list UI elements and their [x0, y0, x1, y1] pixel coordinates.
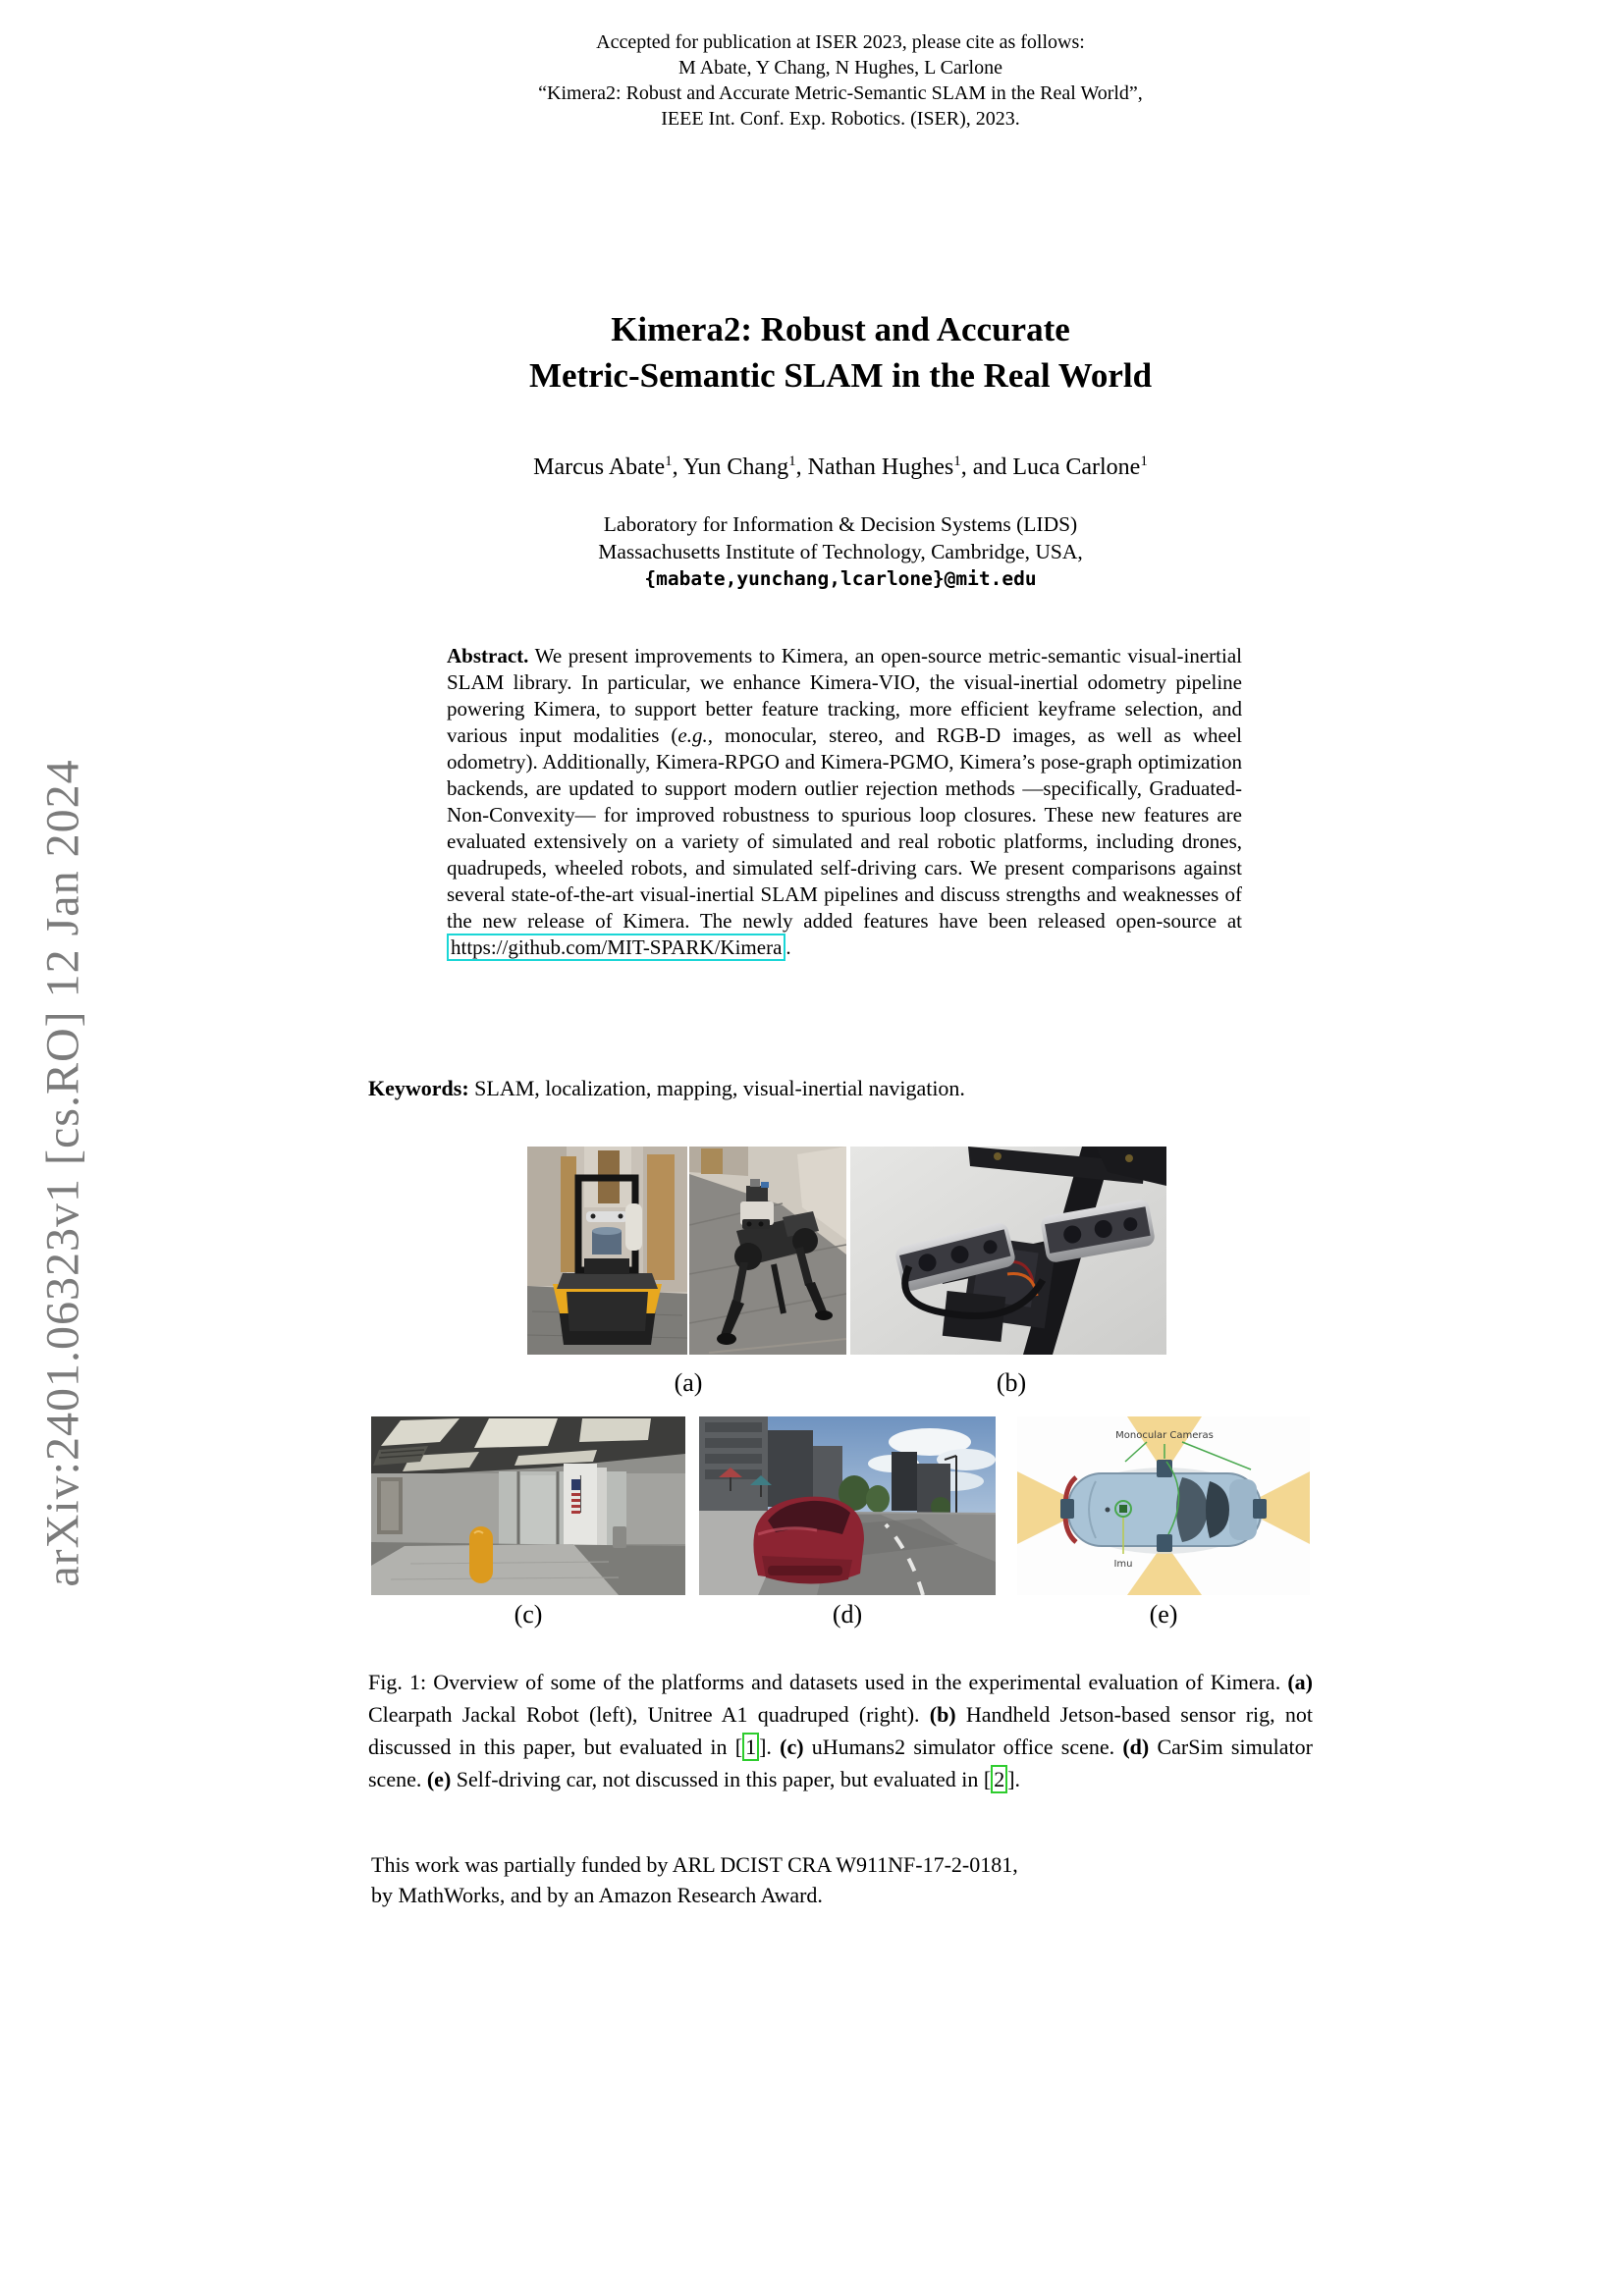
citation-1-link[interactable]: 1	[742, 1733, 759, 1761]
arxiv-watermark: arXiv:2401.06323v1 [cs.RO] 12 Jan 2024	[36, 759, 89, 1587]
affiliation-email: {mabate,yunchang,lcarlone}@mit.edu	[644, 567, 1037, 590]
citation-notice-line2: M Abate, Y Chang, N Hughes, L Carlone	[678, 57, 1002, 79]
quadruped-robot-photo	[689, 1147, 846, 1355]
monocular-camera-rear	[1253, 1499, 1267, 1519]
citation-notice-line3: “Kimera2: Robust and Accurate Metric-Semantic SLAM in the Real World”,	[538, 82, 1143, 104]
monocular-camera-top	[1157, 1460, 1172, 1477]
author-2-affmark: 1	[788, 454, 796, 469]
keywords	[368, 1076, 1313, 1101]
caption-b-label: (b)	[929, 1702, 956, 1727]
figure-label-b: (b)	[996, 1368, 1027, 1397]
affiliation-lab: Laboratory for Information & Decision Systems (LIDS)	[603, 512, 1078, 536]
figure-caption	[368, 1666, 1313, 1795]
author-2: Yun Chang	[682, 454, 789, 480]
jackal-robot-photo	[527, 1147, 687, 1355]
funding-footnote	[371, 1849, 1196, 1910]
author-1-affmark: 1	[665, 454, 673, 469]
abstract-label: Abstract.	[447, 644, 529, 667]
figure-label-d: (d)	[832, 1600, 863, 1629]
monocular-cameras-label: Monocular Cameras	[1115, 1430, 1214, 1441]
author-line	[368, 454, 1313, 481]
author-4-affmark: 1	[1140, 454, 1148, 469]
abstract	[447, 643, 1242, 961]
caption-d-label: (d)	[1122, 1735, 1150, 1759]
caption-b-text: Handheld Jetson-based sensor rig, not discussed in this paper, but evaluated in	[368, 1702, 1313, 1759]
caption-c-text: uHumans2 simulator office scene.	[803, 1735, 1123, 1759]
carsim-scene	[699, 1416, 996, 1595]
author-1: Marcus Abate	[533, 454, 666, 480]
keywords-label: Keywords:	[368, 1076, 469, 1100]
sensor-rig-photo	[850, 1147, 1166, 1355]
figure-label-a: (a)	[674, 1368, 703, 1397]
funding-footnote-line2: by MathWorks, and by an Amazon Research Award.	[371, 1883, 823, 1907]
monocular-camera-front	[1060, 1499, 1074, 1519]
caption-e-tail: .	[1014, 1767, 1021, 1791]
caption-b-tail: .	[766, 1735, 781, 1759]
human-placeholder-capsule	[469, 1526, 493, 1583]
caption-c-label: (c)	[780, 1735, 804, 1759]
citation-1[interactable]: [ 1 ]	[734, 1735, 767, 1759]
citation-notice-line1: Accepted for publication at ISER 2023, please cite as follows:	[596, 31, 1085, 53]
abstract-text-2: monocular, stereo, and RGB-D images, as well as wheel odometry). Additionally, Kimera-RPGO and Kimera-PGMO, Kimera’s pose-graph optimization backends, are updated to support modern outlier rejection methods —specifically, Graduated-Non-Convexity— for improved robustness to spurious loop closures. These new features are evaluated extensively on a variety of simulated and real robotic platforms, including drones, quadrupeds, wheeled robots, and simulated self-driving cars. We present comparisons against several state-of-the-art visual-inertial SLAM pipelines and discuss strengths and weaknesses of the new release of Kimera. The newly added features have been released open-source at	[447, 723, 1242, 933]
uhumans2-office-scene	[371, 1416, 685, 1595]
funding-footnote-line1: This work was partially funded by ARL DCIST CRA W911NF-17-2-0181,	[371, 1852, 1018, 1877]
paper-title-line1: Kimera2: Robust and Accurate	[611, 310, 1070, 348]
monocular-camera-bottom	[1157, 1534, 1172, 1552]
author-3-affmark: 1	[953, 454, 961, 469]
caption-a-text: Clearpath Jackal Robot (left), Unitree A1 quadruped (right).	[368, 1702, 930, 1727]
keywords-text: SLAM, localization, mapping, visual-inertial navigation.	[468, 1076, 965, 1100]
citation-2-link[interactable]: 2	[991, 1765, 1007, 1793]
paper-title-line2: Metric-Semantic SLAM in the Real World	[528, 356, 1153, 395]
red-car	[753, 1497, 864, 1584]
abstract-eg: e.g.,	[677, 723, 713, 747]
imu-label: Imu	[1113, 1559, 1133, 1570]
affiliation	[368, 510, 1313, 593]
affiliation-institute: Massachusetts Institute of Technology, Cambridge, USA,	[598, 540, 1083, 563]
paper-title	[368, 306, 1313, 399]
self-driving-car-diagram	[1017, 1416, 1310, 1595]
caption-e-label: (e)	[426, 1767, 452, 1791]
figure-label-c: (c)	[514, 1600, 543, 1629]
author-4: Luca Carlone	[1012, 454, 1141, 480]
abstract-text-3: .	[785, 935, 791, 959]
trash-can	[613, 1526, 626, 1548]
abstract-text-1: We present improvements to Kimera, an open-source metric-semantic visual-inertial SLAM library. In particular, we enhance Kimera-VIO, the visual-inertial odometry pipeline powering Kimera, to support better feature tracking, more efficient keyframe selection, and various input modalities (	[447, 644, 1242, 747]
author-3: Nathan Hughes	[807, 454, 954, 480]
citation-notice	[368, 29, 1313, 132]
author-separator-last: , and	[960, 454, 1013, 480]
figure-label-e: (e)	[1149, 1600, 1178, 1629]
caption-a-label: (a)	[1287, 1670, 1313, 1694]
caption-d-text: CarSim simulator scene.	[368, 1735, 1314, 1791]
author-separator: ,	[795, 454, 808, 480]
github-link[interactable]: https://github.com/MIT-SPARK/Kimera	[447, 934, 785, 961]
author-separator: ,	[672, 454, 683, 480]
citation-2[interactable]: [ 2 ]	[983, 1767, 1015, 1791]
caption-e-text: Self-driving car, not discussed in this paper, but evaluated in	[451, 1767, 984, 1791]
citation-notice-line4: IEEE Int. Conf. Exp. Robotics. (ISER), 2023.	[661, 108, 1020, 130]
figure-1-row-1	[527, 1147, 1166, 1355]
caption-intro: Fig. 1: Overview of some of the platforms and datasets used in the experimental evaluation of Kimera.	[368, 1670, 1288, 1694]
